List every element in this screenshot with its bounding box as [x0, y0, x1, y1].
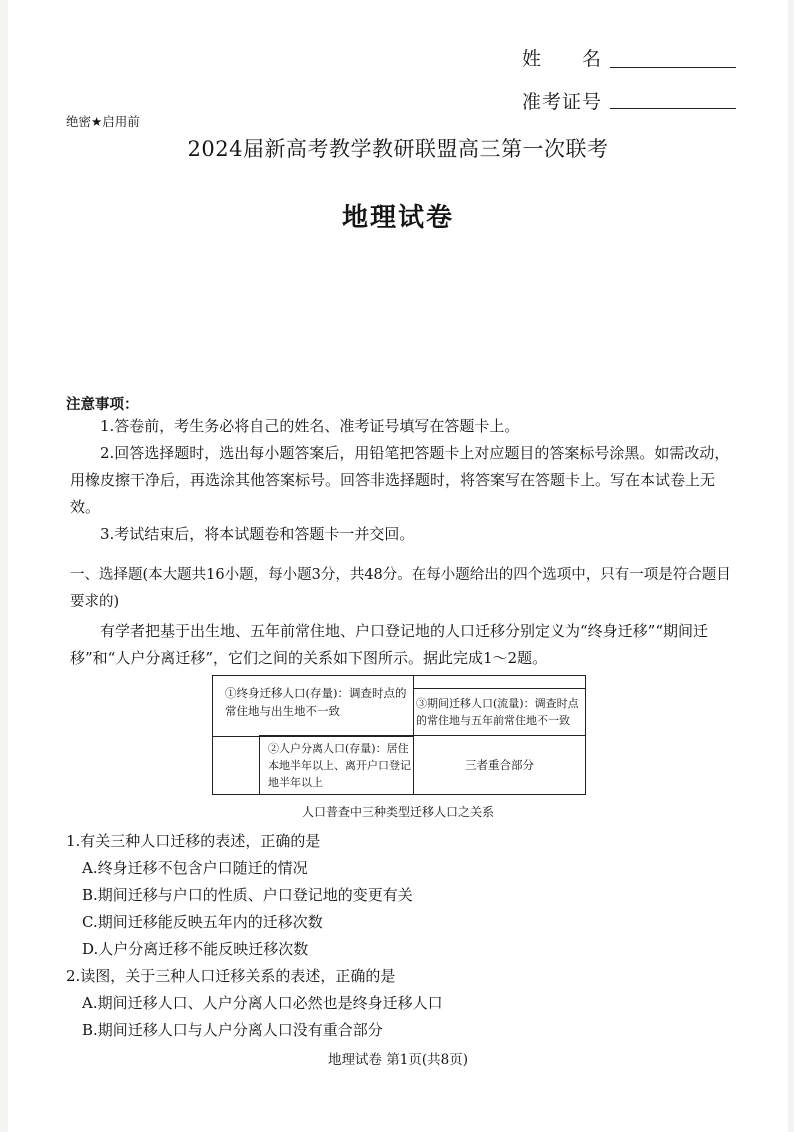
subject-title: 地理试卷	[341, 203, 454, 233]
question-2-stem: 2.读图，关于三种人口迁移关系的表述，正确的是	[66, 967, 396, 985]
lifetime-migration-box: ①终身迁移人口(存量)：调查时点的常住地与出生地不一致	[212, 675, 414, 737]
note-item: 2.回答选择题时，选出每小题答案后，用铅笔把答题卡上对应题目的答案标号涂黑。如需改动，用橡皮擦干净后，再选涂其他答案标号。回答非选择题时，将答案写在答题卡上。写在本试卷上无效。	[70, 444, 730, 516]
diagram-caption: 人口普查中三种类型迁移人口之关系	[301, 805, 494, 819]
migration-diagram	[212, 675, 586, 795]
name-label: 姓 名	[522, 48, 603, 70]
question-intro: 有学者把基于出生地、五年前常住地、户口登记地的人口迁移分别定义为“终身迁移”“期间迁移”和“人户分离迁移”，它们之间的关系如下图所示。据此完成1～2题。	[70, 622, 709, 667]
section-header: 一、选择题(本大题共16小题，每小题3分，共48分。在每小题给出的四个选项中，只有一项是符合题目要求的)	[70, 567, 731, 610]
period-migration-box: ③期间迁移人口(流量)：调查时点的常住地与五年前常住地不一致	[413, 688, 586, 736]
question-1-option-d[interactable]: D.人户分离迁移不能反映迁移次数	[82, 940, 309, 958]
question-1-stem: 1.有关三种人口迁移的表述，正确的是	[66, 832, 321, 850]
note-item: 3.考试结束后，将本试题卷和答题卡一并交回。	[100, 525, 415, 543]
note-item: 1.答卷前，考生务必将自己的姓名、准考证号填写在答题卡上。	[100, 417, 520, 435]
question-1-option-c[interactable]: C.期间迁移能反映五年内的迁移次数	[82, 913, 323, 931]
secret-label: 绝密★启用前	[66, 114, 140, 129]
page-footer: 地理试卷 第1页(共8页)	[327, 1052, 468, 1068]
exam-id-field-line[interactable]	[610, 86, 736, 109]
exam-page	[8, 0, 788, 1132]
notes-heading: 注意事项：	[66, 397, 139, 413]
question-1-option-b[interactable]: B.期间迁移与户口的性质、户口登记地的变更有关	[82, 886, 413, 904]
overlap-box: 三者重合部分	[413, 735, 586, 795]
question-2-option-a[interactable]: A.期间迁移人口、人户分离人口必然也是终身迁移人口	[82, 994, 443, 1012]
exam-id-label: 准考证号	[522, 91, 603, 113]
exam-title: 2024届新高考教学教研联盟高三第一次联考	[187, 137, 609, 161]
question-2-option-b[interactable]: B.期间迁移人口与人户分离人口没有重合部分	[82, 1021, 383, 1039]
household-separation-box: ②人户分离人口(存量)：居住本地半年以上、离开户口登记地半年以上	[259, 735, 414, 795]
name-field-line[interactable]	[610, 45, 736, 68]
question-1-option-a[interactable]: A.终身迁移不包含户口随迁的情况	[82, 859, 308, 877]
